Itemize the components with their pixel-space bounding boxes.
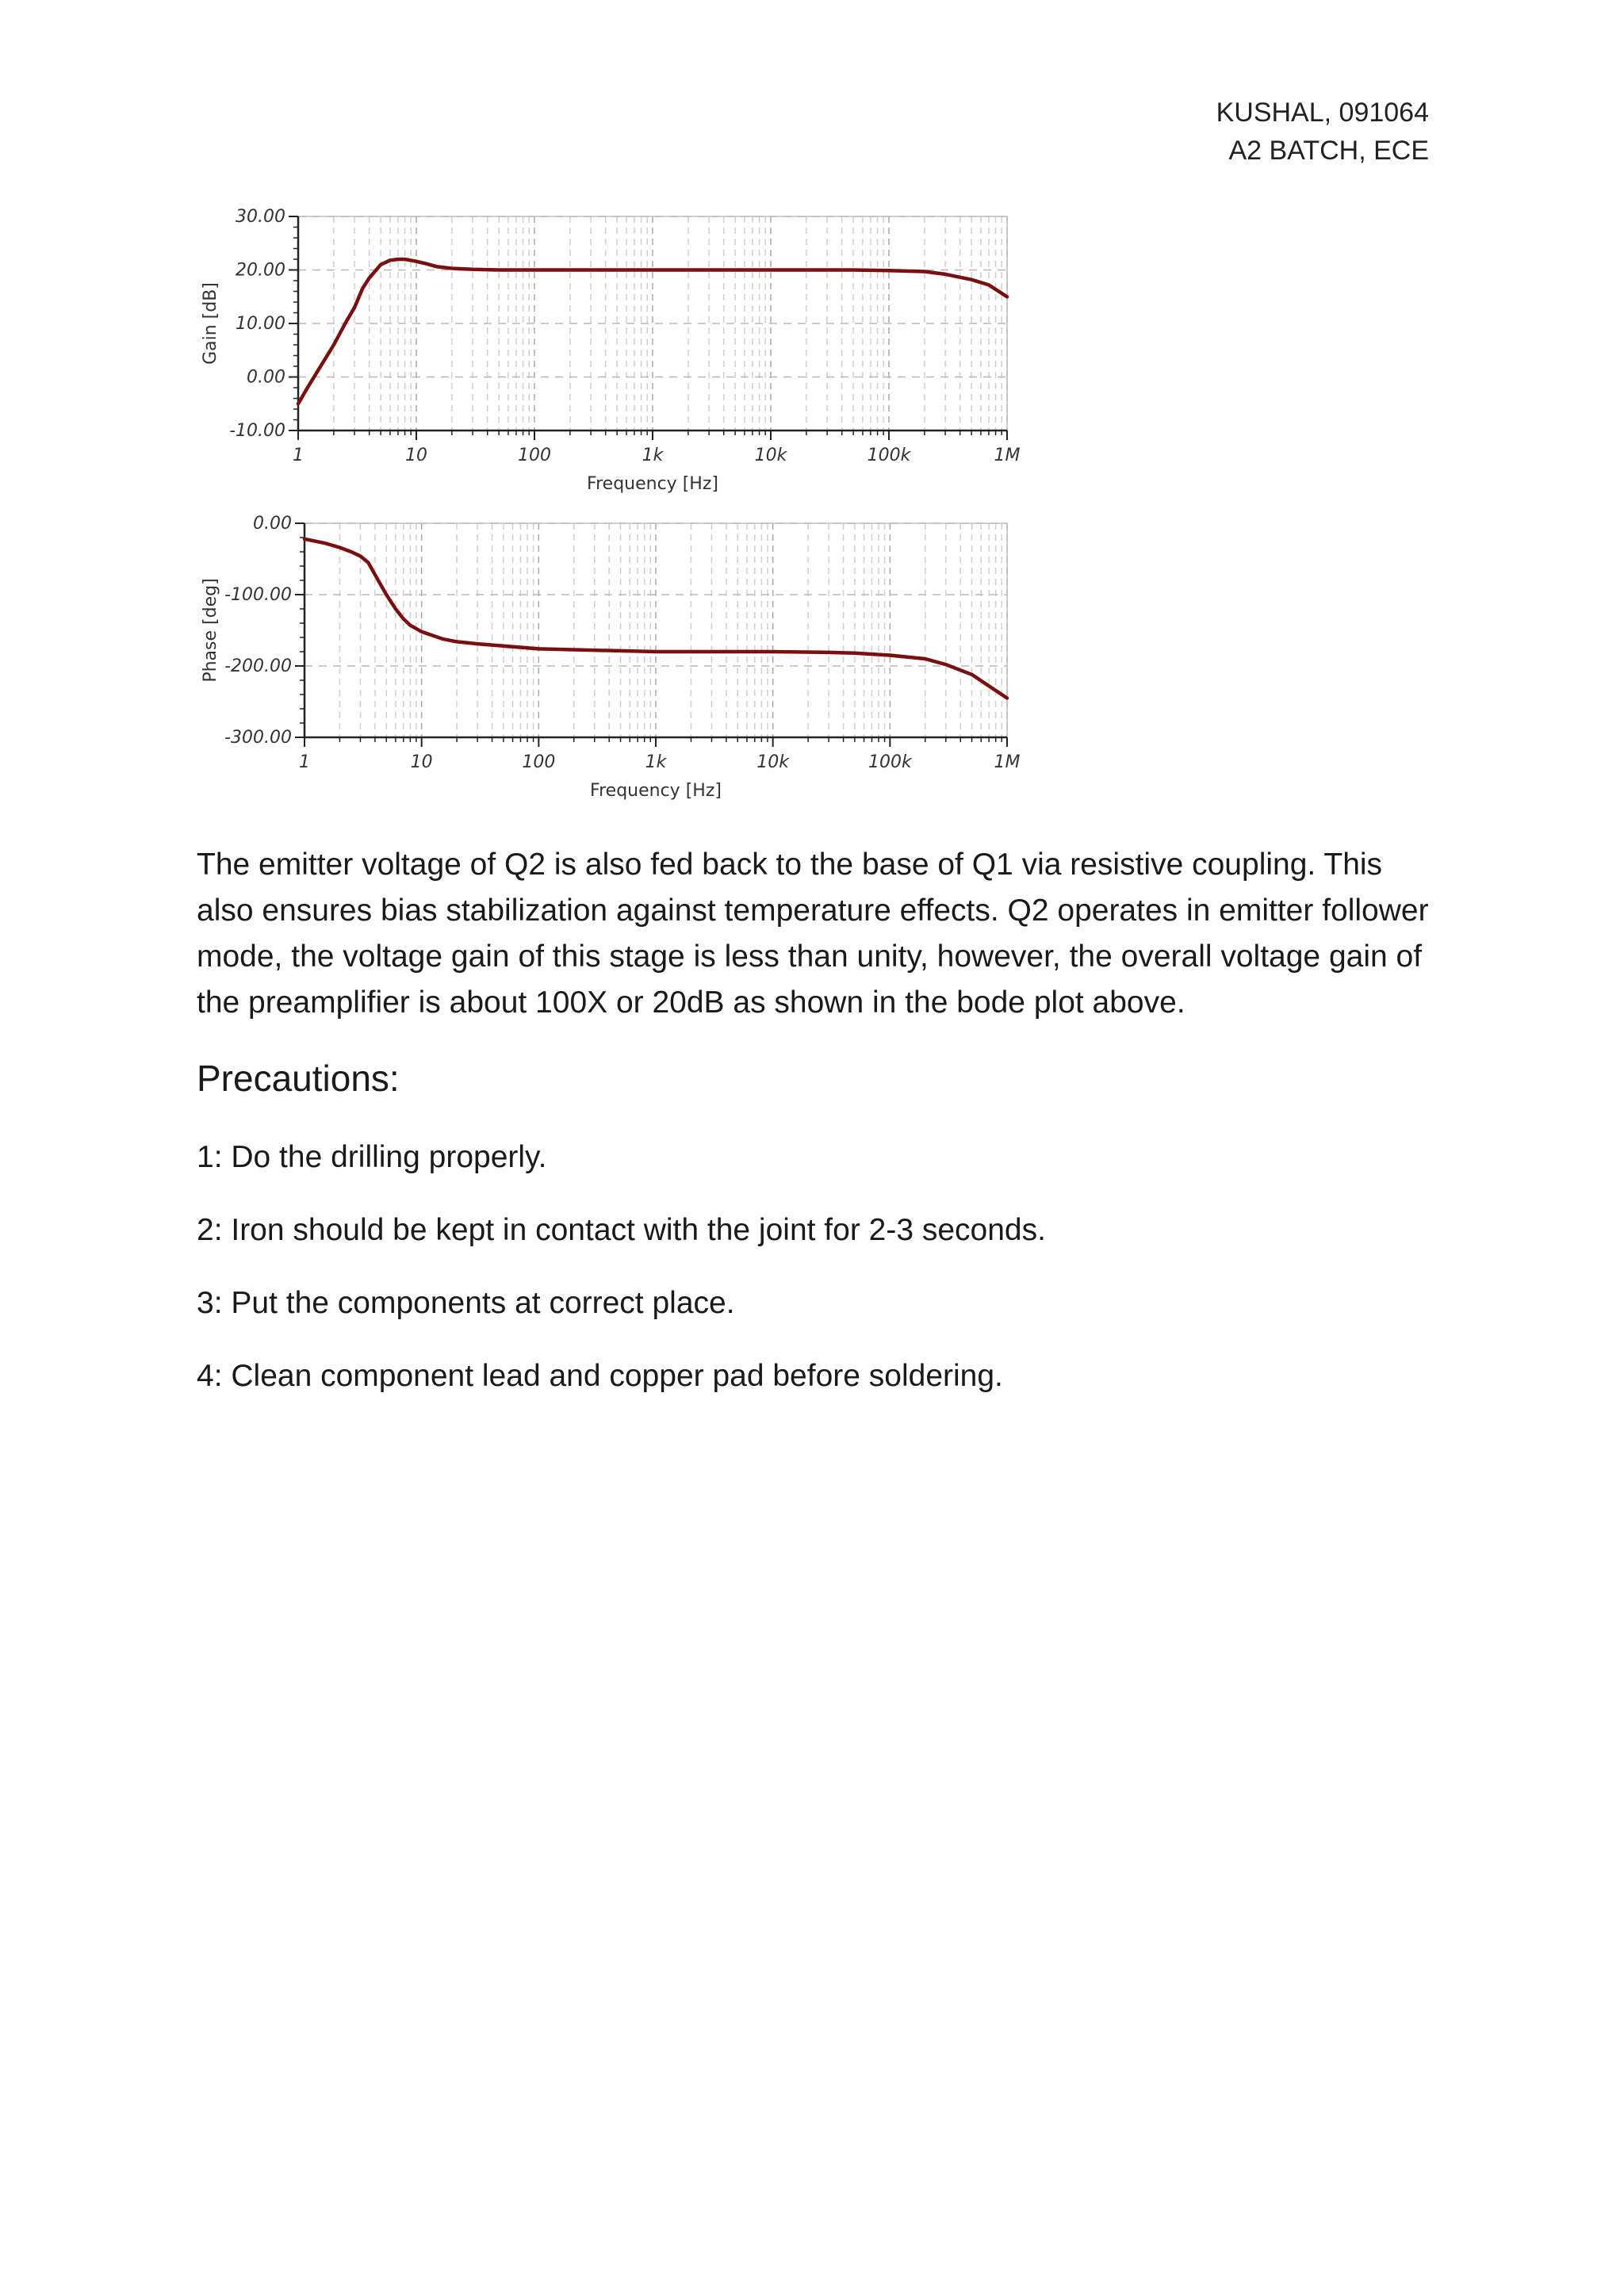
y-axis-title: Gain [dB] [201, 282, 220, 365]
y-tick-label: 20.00 [236, 260, 285, 281]
x-tick-label: 1M [994, 446, 1021, 465]
batch-dept: A2 BATCH, ECE [1228, 136, 1429, 166]
phase-bode-plot [190, 507, 1031, 809]
x-tick-label: 10 [410, 752, 433, 772]
y-tick-label: -300.00 [224, 728, 292, 748]
precaution-item: 4: Clean component lead and copper pad before soldering. [197, 1359, 1003, 1393]
x-tick-label: 100 [522, 752, 556, 772]
y-tick-label: 10.00 [236, 314, 285, 334]
author-header [1216, 94, 1429, 170]
x-tick-label: 10 [405, 446, 427, 465]
phase-plot-svg [190, 507, 1031, 809]
y-tick-label: -200.00 [224, 656, 292, 676]
x-tick-label: 1 [293, 446, 304, 465]
precautions-list [197, 1134, 1434, 1425]
author-name-id: KUSHAL, 091064 [1216, 98, 1429, 128]
y-tick-label: 30.00 [236, 207, 285, 227]
x-tick-label: 1 [299, 752, 310, 772]
precaution-item: 1: Do the drilling properly. [197, 1140, 547, 1174]
x-tick-label: 1k [645, 752, 667, 772]
x-tick-label: 100k [868, 752, 912, 772]
gain-bode-plot [190, 197, 1031, 502]
x-tick-label: 100k [867, 446, 911, 465]
description-paragraph: The emitter voltage of Q2 is also fed back to the base of Q1 via resistive coupling. This also ensures bias stabilization against temperature effects. Q2 operates in emitter follower mode, the voltage gain of this stage is less than unity, however, the overall voltage gain of the preamplifier is about 100X or 20dB as shown in the bode plot above. [197, 848, 1429, 1020]
gain-plot-svg [190, 197, 1031, 502]
y-tick-label: 0.00 [253, 514, 292, 534]
x-tick-label: 100 [518, 446, 551, 465]
x-tick-label: 1M [994, 752, 1021, 772]
precautions-heading: Precautions: [197, 1058, 400, 1099]
y-tick-label: 0.00 [247, 367, 285, 388]
x-tick-label: 10k [754, 446, 787, 465]
y-tick-label: -10.00 [229, 421, 285, 441]
x-axis-title: Frequency [Hz] [587, 474, 718, 494]
grid [304, 523, 1007, 737]
precaution-item: 2: Iron should be kept in contact with the joint for 2-3 seconds. [197, 1213, 1046, 1247]
x-axis-title: Frequency [Hz] [590, 781, 722, 801]
precaution-item: 3: Put the components at correct place. [197, 1286, 735, 1320]
x-tick-label: 1k [642, 446, 664, 465]
y-axis-title: Phase [deg] [201, 578, 220, 683]
grid [298, 216, 1007, 430]
y-tick-label: -100.00 [224, 585, 292, 605]
x-tick-label: 10k [756, 752, 790, 772]
